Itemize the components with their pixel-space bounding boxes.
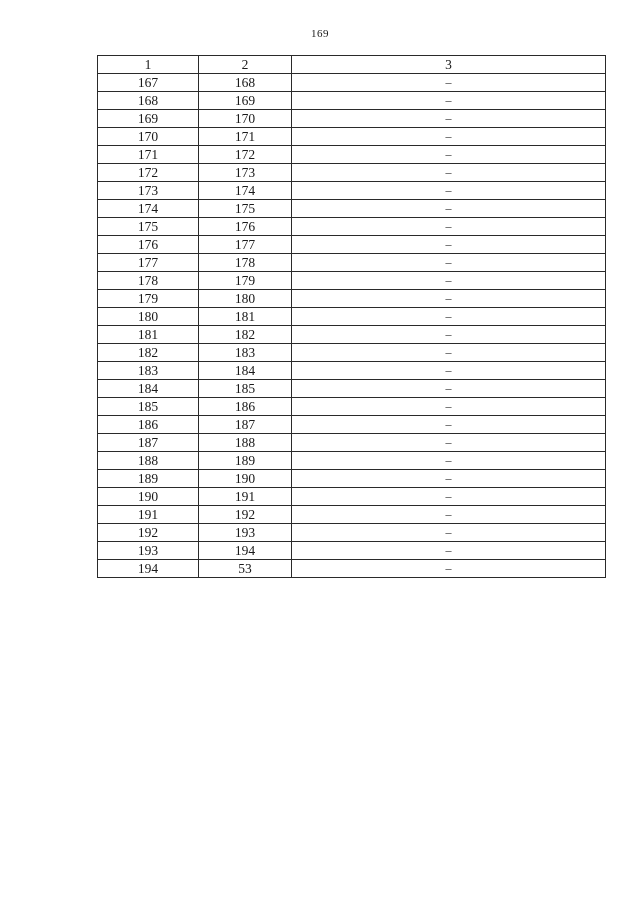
table-cell-col2: 177 (199, 236, 292, 254)
table-cell-col3: – (292, 470, 606, 488)
table-row (98, 92, 606, 110)
table-cell-col2: 173 (199, 164, 292, 182)
table-cell-col1: 180 (98, 308, 199, 326)
table-cell-col3: – (292, 434, 606, 452)
table-cell-col3: – (292, 416, 606, 434)
table-cell-col1: 173 (98, 182, 199, 200)
table-row (98, 218, 606, 236)
table-cell-col1: 172 (98, 164, 199, 182)
table-cell-col2: 194 (199, 542, 292, 560)
table-cell-col2: 176 (199, 218, 292, 236)
table-row (98, 164, 606, 182)
table-row (98, 308, 606, 326)
table-row (98, 344, 606, 362)
table-row (98, 380, 606, 398)
table-body (98, 74, 606, 578)
table-cell-col1: 176 (98, 236, 199, 254)
table-row (98, 524, 606, 542)
table-row (98, 416, 606, 434)
table-row (98, 506, 606, 524)
table-cell-col1: 192 (98, 524, 199, 542)
table-cell-col1: 175 (98, 218, 199, 236)
table-cell-col2: 185 (199, 380, 292, 398)
table-row (98, 452, 606, 470)
table-row (98, 236, 606, 254)
table-cell-col1: 167 (98, 74, 199, 92)
table-cell-col3: – (292, 398, 606, 416)
table-cell-col1: 190 (98, 488, 199, 506)
table-cell-col3: – (292, 344, 606, 362)
column-header-3: 3 (292, 56, 606, 74)
table-cell-col2: 188 (199, 434, 292, 452)
table-cell-col2: 184 (199, 362, 292, 380)
table-cell-col1: 179 (98, 290, 199, 308)
table-cell-col1: 174 (98, 200, 199, 218)
table-cell-col3: – (292, 146, 606, 164)
table-row (98, 146, 606, 164)
table-cell-col1: 170 (98, 128, 199, 146)
table-cell-col1: 189 (98, 470, 199, 488)
data-table (97, 55, 606, 578)
table-cell-col3: – (292, 506, 606, 524)
table-cell-col2: 181 (199, 308, 292, 326)
table-cell-col1: 178 (98, 272, 199, 290)
table-row (98, 488, 606, 506)
table-cell-col2: 190 (199, 470, 292, 488)
table-row (98, 272, 606, 290)
table-cell-col2: 192 (199, 506, 292, 524)
table-cell-col3: – (292, 74, 606, 92)
table-cell-col1: 187 (98, 434, 199, 452)
table-row (98, 434, 606, 452)
table-cell-col3: – (292, 542, 606, 560)
table-cell-col3: – (292, 218, 606, 236)
table-cell-col2: 172 (199, 146, 292, 164)
table-row (98, 128, 606, 146)
table-cell-col1: 194 (98, 560, 199, 578)
table-cell-col2: 53 (199, 560, 292, 578)
table-cell-col3: – (292, 128, 606, 146)
table-cell-col3: – (292, 110, 606, 128)
table-row (98, 560, 606, 578)
table-row (98, 398, 606, 416)
table-cell-col1: 188 (98, 452, 199, 470)
table-cell-col1: 168 (98, 92, 199, 110)
table-cell-col2: 171 (199, 128, 292, 146)
table-cell-col1: 186 (98, 416, 199, 434)
table-cell-col3: – (292, 524, 606, 542)
table-cell-col1: 171 (98, 146, 199, 164)
table-cell-col3: – (292, 488, 606, 506)
table-row (98, 290, 606, 308)
table-cell-col3: – (292, 308, 606, 326)
table-cell-col1: 185 (98, 398, 199, 416)
table-row (98, 326, 606, 344)
table-cell-col3: – (292, 326, 606, 344)
table-cell-col2: 193 (199, 524, 292, 542)
table-row (98, 110, 606, 128)
table-cell-col2: 169 (199, 92, 292, 110)
table-cell-col2: 191 (199, 488, 292, 506)
table-cell-col3: – (292, 272, 606, 290)
column-header-2: 2 (199, 56, 292, 74)
table-row (98, 542, 606, 560)
table-cell-col3: – (292, 92, 606, 110)
table-row (98, 74, 606, 92)
table-cell-col3: – (292, 290, 606, 308)
table-cell-col3: – (292, 200, 606, 218)
table-cell-col3: – (292, 182, 606, 200)
table-cell-col3: – (292, 452, 606, 470)
table-row (98, 362, 606, 380)
table-cell-col2: 174 (199, 182, 292, 200)
header-row (98, 56, 606, 74)
table-cell-col3: – (292, 164, 606, 182)
table-cell-col2: 183 (199, 344, 292, 362)
table-cell-col2: 186 (199, 398, 292, 416)
table-cell-col2: 182 (199, 326, 292, 344)
column-header-1: 1 (98, 56, 199, 74)
table-cell-col2: 175 (199, 200, 292, 218)
table-cell-col1: 193 (98, 542, 199, 560)
table-cell-col3: – (292, 362, 606, 380)
table-cell-col3: – (292, 560, 606, 578)
table-cell-col1: 182 (98, 344, 199, 362)
table-cell-col3: – (292, 254, 606, 272)
table-cell-col1: 169 (98, 110, 199, 128)
table-cell-col1: 191 (98, 506, 199, 524)
table-cell-col2: 189 (199, 452, 292, 470)
table-cell-col2: 187 (199, 416, 292, 434)
table-cell-col1: 184 (98, 380, 199, 398)
page-number: 169 (311, 28, 329, 40)
table-cell-col3: – (292, 380, 606, 398)
table-row (98, 182, 606, 200)
table-cell-col1: 177 (98, 254, 199, 272)
table-row (98, 254, 606, 272)
table-cell-col2: 170 (199, 110, 292, 128)
table-header (98, 56, 606, 74)
table-cell-col2: 168 (199, 74, 292, 92)
table-row (98, 200, 606, 218)
table-cell-col2: 180 (199, 290, 292, 308)
table-cell-col1: 183 (98, 362, 199, 380)
table-cell-col3: – (292, 236, 606, 254)
table-cell-col2: 178 (199, 254, 292, 272)
table-row (98, 470, 606, 488)
table-cell-col1: 181 (98, 326, 199, 344)
table-cell-col2: 179 (199, 272, 292, 290)
